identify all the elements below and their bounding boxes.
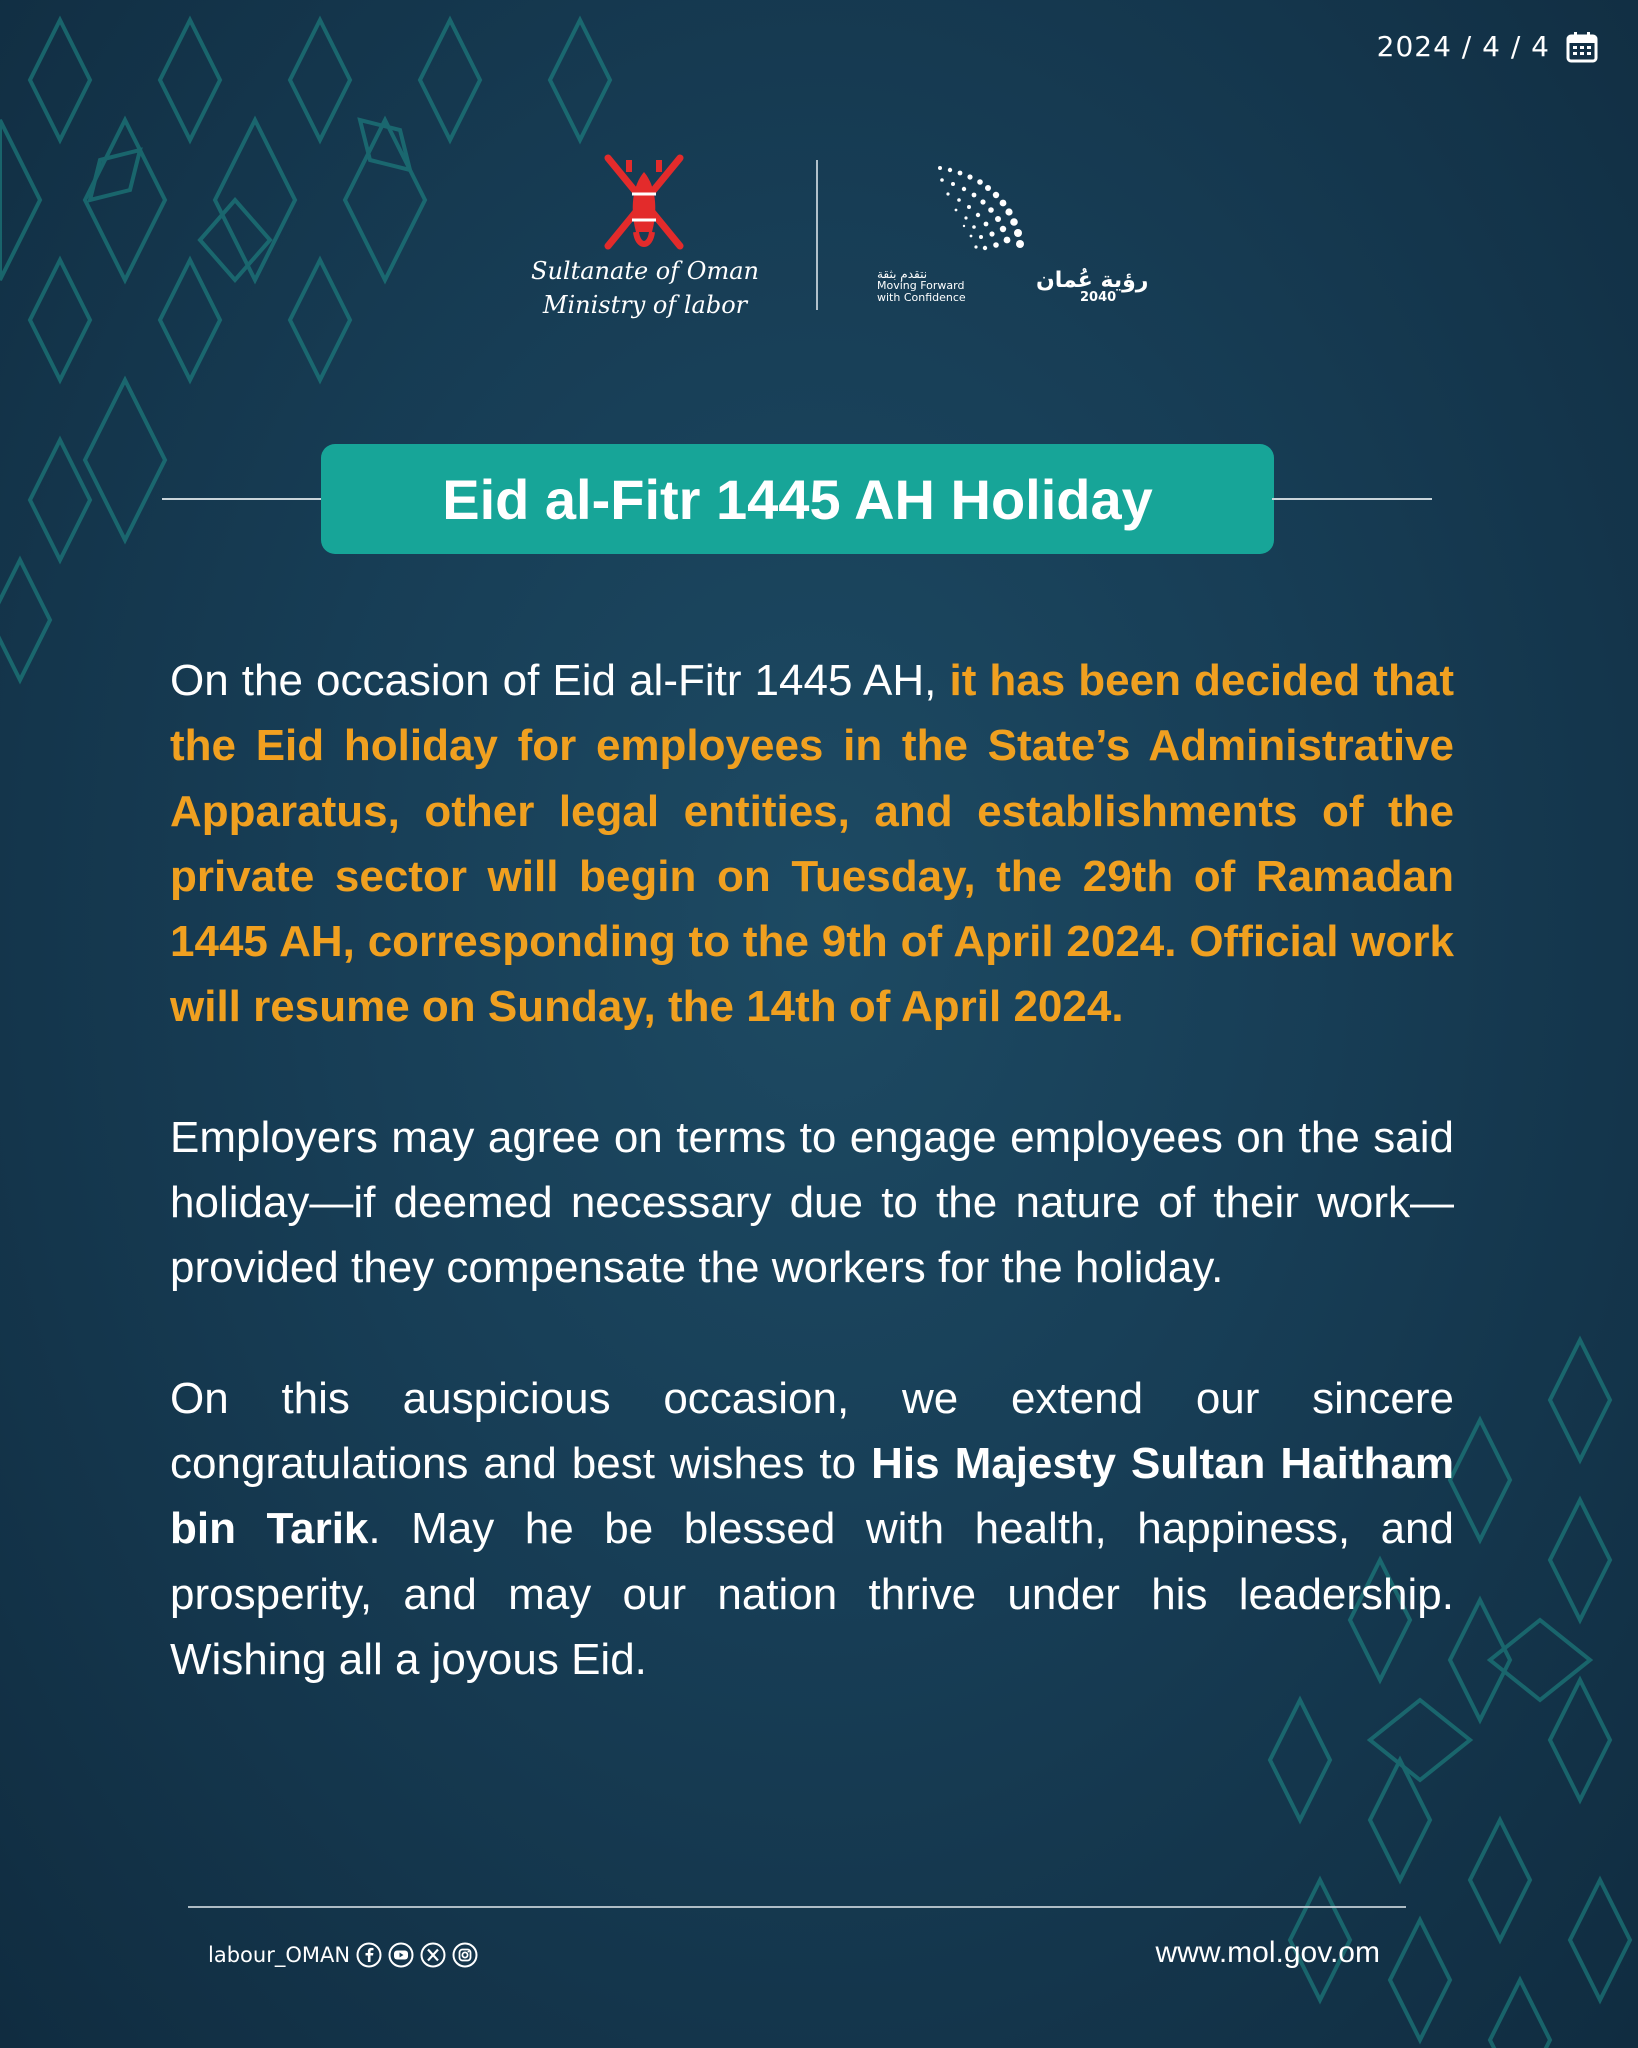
title-line-left — [162, 498, 322, 500]
paragraph1-intro: On the occasion of Eid al-Fitr 1445 AH, — [170, 656, 950, 705]
paragraph1-highlight: it has been decided that the Eid holiday for employees in the State’s Administrative Apparatus, other legal entities, and establishments of the private sector will begin on Tuesday, the 29th of Ramadan 1445 AH, corresponding to the 9th of April 2024. Official work will resume on Sunday, the 14th of April 2024. — [170, 656, 1454, 1032]
page-title: Eid al-Fitr 1445 AH Holiday — [442, 467, 1153, 531]
vision-en-tagline — [877, 280, 966, 304]
instagram-icon[interactable] — [452, 1942, 478, 1968]
social-handle[interactable]: labour_OMAN — [208, 1943, 351, 1967]
paragraph-holiday-decision — [170, 648, 1454, 1040]
vision-en-line2: with Confidence — [877, 291, 966, 304]
footer-divider — [188, 1906, 1406, 1908]
title-banner — [321, 444, 1274, 554]
ministry-name — [500, 254, 790, 322]
social-links — [208, 1942, 478, 1968]
header-logos — [0, 150, 1638, 330]
paragraph3-before: On this auspicious occasion, we extend our sincere congratulations and best wishes to — [170, 1373, 1454, 1488]
title-row — [0, 444, 1638, 554]
announcement-body — [170, 648, 1454, 1692]
vision-en-line1: Moving Forward — [877, 279, 965, 292]
paragraph3-bold: His Majesty Sultan Haitham bin Tarik — [170, 1438, 1454, 1554]
paragraph-congratulations — [170, 1366, 1454, 1692]
facebook-icon[interactable] — [356, 1942, 382, 1968]
logo-divider — [816, 160, 818, 310]
date-stamp — [1377, 30, 1598, 63]
date-text: 2024 / 4 / 4 — [1376, 30, 1550, 63]
vision-year: 2040 — [1080, 290, 1117, 305]
title-line-right — [1272, 498, 1432, 500]
youtube-icon[interactable] — [388, 1942, 414, 1968]
paragraph3-after: . May he be blessed with health, happiness, and prosperity, and may our nation thrive under his leadership. Wishing all a joyous Eid. — [170, 1504, 1455, 1684]
paragraph-employers: Employers may agree on terms to engage employees on the said holiday—if deemed necessary due to the nature of their work—provided they compensate the workers for the holiday. — [170, 1112, 1454, 1293]
calendar-icon — [1566, 31, 1598, 63]
vision-ar-tagline: نتقدم بثقة — [877, 267, 928, 281]
ministry-line2: Ministry of labor — [542, 291, 748, 319]
website-link[interactable]: www.mol.gov.om — [1155, 1936, 1380, 1969]
vision-ar-name: رؤية عُمان — [1036, 268, 1149, 293]
oman-emblem-icon — [596, 150, 692, 260]
x-icon[interactable] — [420, 1942, 446, 1968]
ministry-line1: Sultanate of Oman — [531, 257, 759, 285]
